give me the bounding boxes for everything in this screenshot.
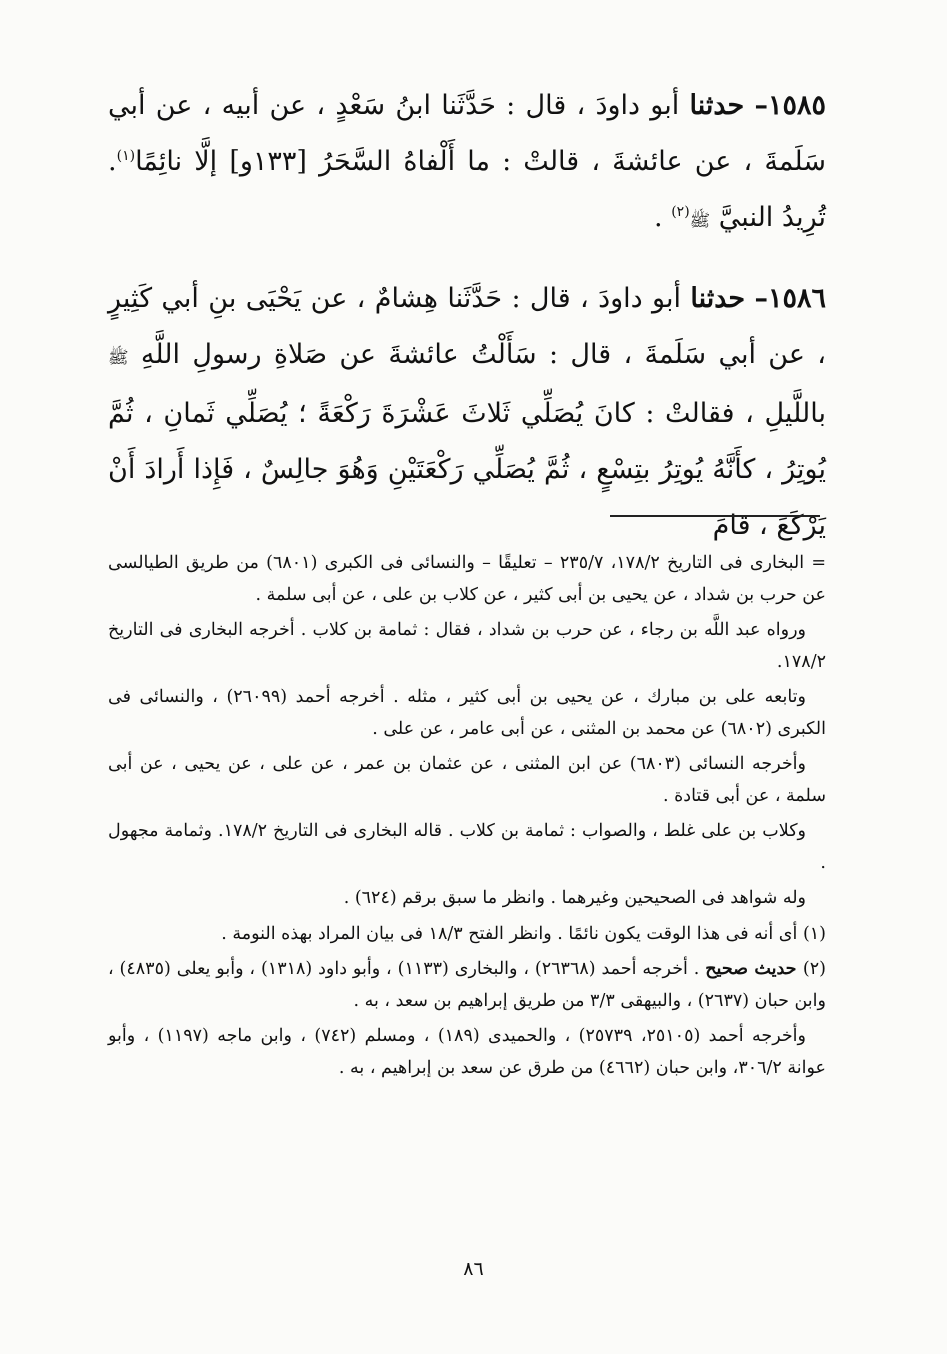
footnote-2 xyxy=(108,954,826,1017)
footnote-grade: حديث صحيح xyxy=(705,959,803,979)
hadith-1585 xyxy=(108,78,826,249)
footnote-separator xyxy=(610,515,820,517)
salawat-symbol: ﷺ xyxy=(689,211,711,231)
footnote-text: وأخرجه أحمد (٢٥١٠٥، ٢٥٧٣٩) ، والحميدى (١٨٩) ، ومسلم (٧٤٢) ، وابن ماجه (١١٩٧) ، وأبو عوانة ٣٠٦/٢، وابن حبان (٤٦٦٢) من طرق عن سعد بن إبراهيم ، به . xyxy=(108,1026,826,1078)
hadith-text: باللَّيلِ ، فقالتْ : كانَ يُصَلِّي ثَلاثَ عَشْرَةَ رَكْعَةً ؛ يُصَلِّي ثَمانِ ، ثُمَّ يُوتِرُ ، كأَنَّهُ يُوتِرُ بتِسْعٍ ، ثُمَّ يُصَلِّي رَكْعَتَيْنِ وَهُوَ جالِسٌ ، فَإِذا أَرادَ أَنْ يَرْكَعَ ، قامَ xyxy=(108,398,826,541)
hadith-dash: – xyxy=(754,283,768,314)
footnote-marker: (٢) xyxy=(802,959,826,979)
footnotes xyxy=(108,548,826,1088)
footnote-2-continued xyxy=(108,1021,826,1084)
hadith-text: أبو داودَ ، قال : حَدَّثَنا هِشامٌ ، عن يَحْيَى بنِ أبي كَثِيرٍ ، عن أبي سَلَمةَ ، قال : سَأَلْتُ عائشةَ عن صَلاةِ رسولِ اللَّهِ xyxy=(108,283,826,370)
footnote-paragraph: وتابعه على بن مبارك ، عن يحيى بن أبى كثير ، مثله . أخرجه أحمد (٢٦٠٩٩) ، والنسائى فى الكبرى (٦٨٠٢) عن محمد بن المثنى ، عن أبى عامر ، عن على . xyxy=(108,687,826,739)
footnote-paragraph: = البخارى فى التاريخ ١٧٨/٢، ٢٣٥/٧ – تعليقًا – والنسائى فى الكبرى (٦٨٠١) من طريق الطيالسى عن حرب بن شداد ، عن يحيى بن أبى كثير ، عن كلاب بن على ، عن أبى سلمة . xyxy=(108,553,827,605)
footnote-ref-2: (٢) xyxy=(671,204,690,220)
footnote-paragraph: وأخرجه النسائى (٦٨٠٣) عن ابن المثنى ، عن عثمان بن عمر ، عن على ، عن يحيى ، عن أبى سلمة ، عن أبى قتادة . xyxy=(108,754,826,806)
hadith-number: ١٥٨٦ xyxy=(767,283,826,314)
footnote-paragraph: وكلاب بن على غلط ، والصواب : ثمامة بن كلاب . قاله البخارى فى التاريخ ١٧٨/٢. وثمامة مجهول . xyxy=(108,821,826,873)
footnote-marker: (١) xyxy=(802,923,826,944)
hadith-dash: – xyxy=(754,90,768,121)
main-text xyxy=(108,78,826,576)
salawat-symbol: ﷺ xyxy=(108,348,129,368)
footnote-1 xyxy=(108,919,826,951)
hadith-lead: حدثنا xyxy=(689,90,745,121)
hadith-end: . xyxy=(654,202,663,233)
footnote-text: أى أنه فى هذا الوقت يكون نائمًا . وانظر الفتح ١٨/٣ فى بيان المراد بهذه النومة . xyxy=(221,923,803,944)
hadith-number: ١٥٨٥ xyxy=(768,90,827,121)
footnote-ref-1: (١) xyxy=(116,148,136,164)
page-number: ٨٦ xyxy=(463,1258,484,1280)
hadith-1586 xyxy=(108,271,826,554)
hadith-text: أبو داودَ ، قال : حَدَّثَنا ابنُ سَعْدٍ ، عن أبيه ، عن أبي سَلَمةَ ، عن عائشةَ ، قالتْ : ما أَلْفاهُ السَّحَرُ [١٣٣و] إلَّا نائِمًا xyxy=(108,90,826,177)
footnote-text: . أخرجه أحمد (٢٦٣٦٨) ، والبخارى (١١٣٣) ، وأبو داود (١٣١٨) ، وأبو يعلى (٤٨٣٥) ، وابن حبان (٢٦٣٧) ، والبيهقى ٣/٣ من طريق إبراهيم بن سعد ، به . xyxy=(108,959,826,1011)
hadith-text: . تُرِيدُ النبيَّ xyxy=(108,146,826,233)
footnote-paragraph: وله شواهد فى الصحيحين وغيرهما . وانظر ما سبق برقم (٦٢٤) . xyxy=(343,888,806,908)
hadith-lead: حدثنا xyxy=(690,283,746,314)
footnote-paragraph: ورواه عبد اللَّه بن رجاء ، عن حرب بن شداد ، فقال : ثمامة بن كلاب . أخرجه البخارى فى التاريخ ١٧٨/٢. xyxy=(108,620,826,672)
